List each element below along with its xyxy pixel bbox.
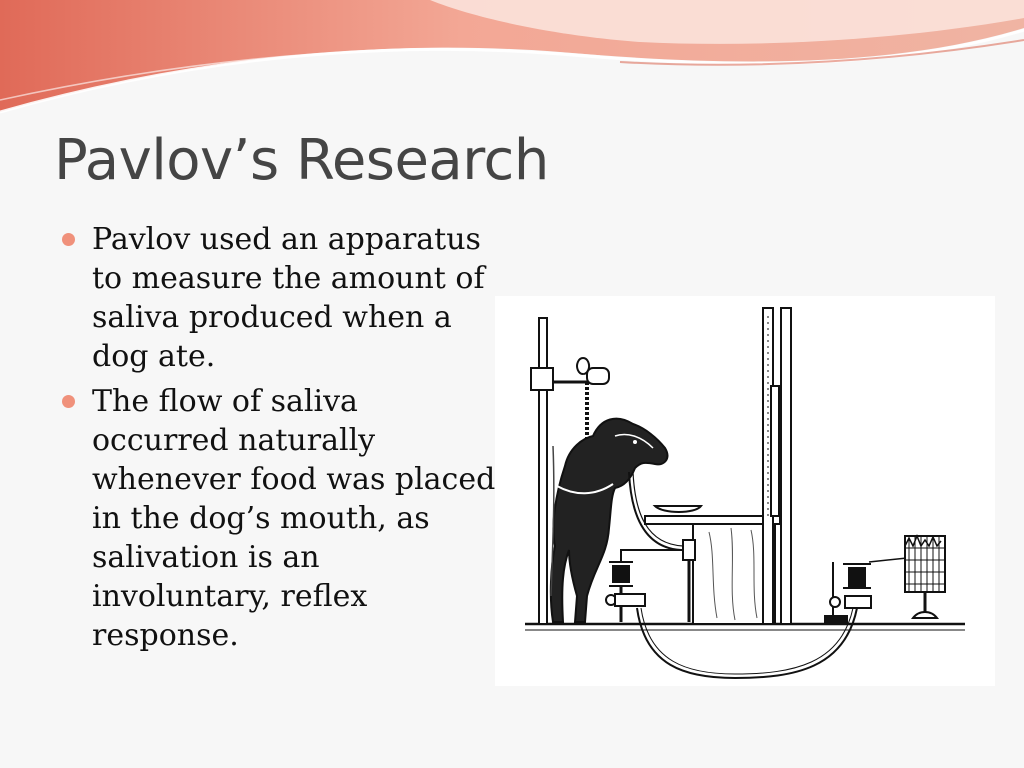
decorative-header-wave xyxy=(0,0,1024,120)
pavlov-apparatus-illustration xyxy=(495,296,995,686)
slide-title: Pavlov’s Research xyxy=(54,128,549,193)
bullet-list xyxy=(62,220,502,661)
bullet-text: The flow of saliva occurred naturally whenever food was placed in the dog’s mouth, as salivation is an involuntary, reflex response. xyxy=(92,384,496,653)
circle-bullet-icon xyxy=(62,395,75,408)
bullet-item xyxy=(62,220,502,376)
circle-bullet-icon xyxy=(62,233,75,246)
bullet-item xyxy=(62,382,502,655)
bullet-text: Pavlov used an apparatus to measure the amount of saliva produced when a dog ate. xyxy=(92,222,485,374)
